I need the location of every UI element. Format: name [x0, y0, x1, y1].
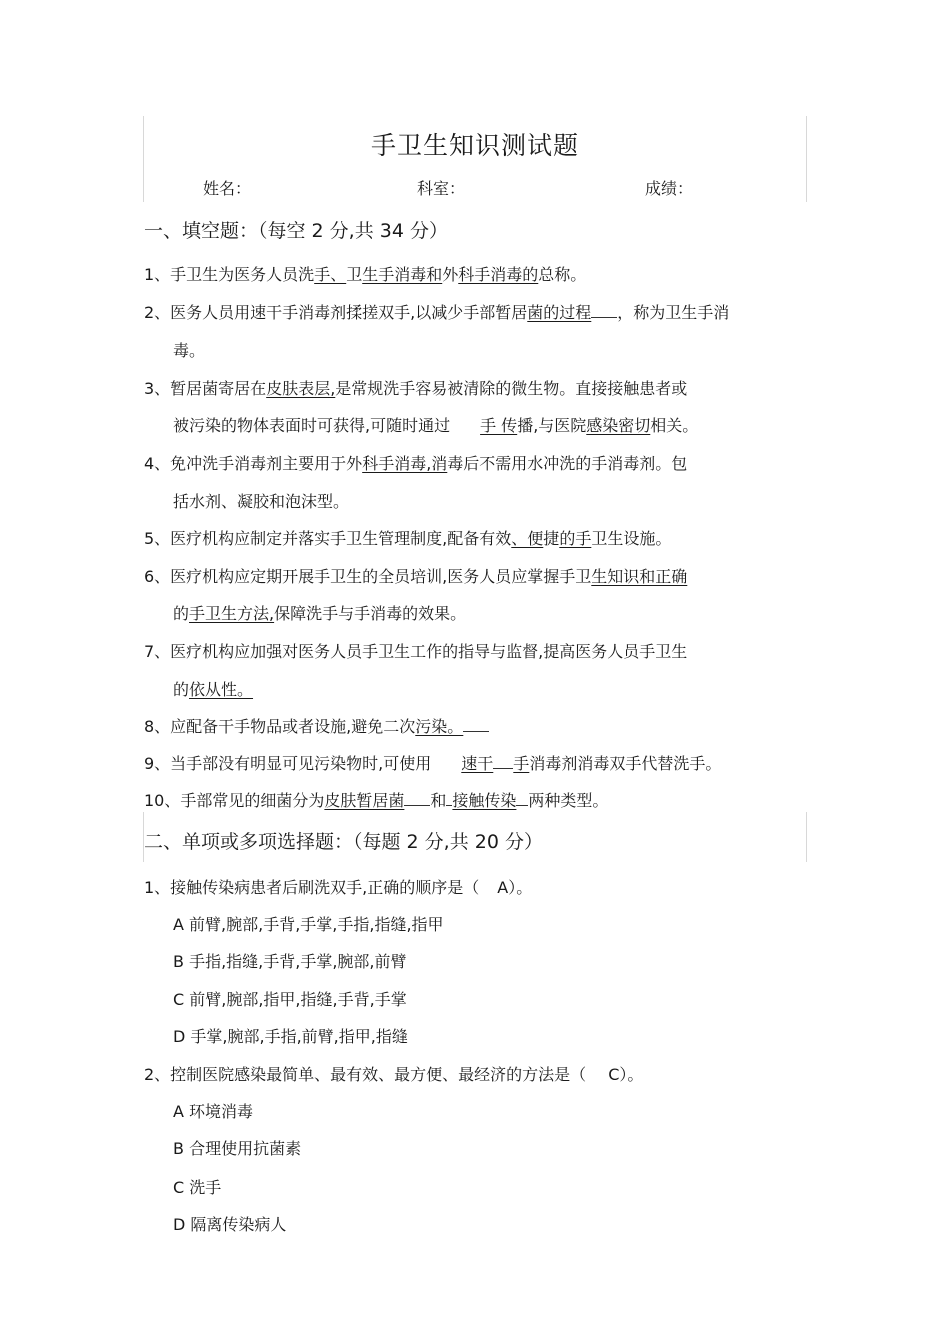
- answer-2: C: [608, 1065, 620, 1084]
- fill-question-6-cont: 的手卫生方法,保障洗手与手消毒的效果。: [173, 604, 467, 623]
- q2-option-a: A 环境消毒: [173, 1102, 254, 1121]
- fill-question-7-cont: 的依从性。: [173, 680, 254, 699]
- page-title: 手卫生知识测试题: [370, 131, 579, 160]
- fill-question-6: 6、医疗机构应定期开展手卫生的全员培训,医务人员应掌握手卫生知识和正确: [144, 567, 688, 586]
- q1-option-d: D 手掌,腕部,手指,前臂,指甲,指缝: [173, 1027, 408, 1046]
- fill-question-9: 9、当手部没有明显可见污染物时,可使用 速干 手消毒剂消毒双手代替洗手。: [144, 754, 722, 773]
- score-label: 成绩：: [645, 179, 694, 198]
- name-label: 姓名：: [203, 179, 252, 198]
- fill-question-4-cont: 括水剂、凝胶和泡沫型。: [173, 492, 350, 511]
- fill-question-3-cont: 被污染的物体表面时可获得,可随时通过 手 传播,与医院感染密切相关。: [173, 416, 699, 435]
- q1-option-b: B 手指,指缝,手背,手掌,腕部,前臂: [173, 952, 407, 971]
- department-label: 科室：: [417, 179, 466, 198]
- fill-question-5: 5、医疗机构应制定并落实手卫生管理制度,配备有效、便捷的手卫生设施。: [144, 529, 672, 548]
- fill-question-10: 10、手部常见的细菌分为皮肤暂居菌 和 接触传染 两种类型。: [144, 791, 609, 810]
- q2-option-c: C 洗手: [173, 1178, 222, 1197]
- q2-option-b: B 合理使用抗菌素: [173, 1139, 302, 1158]
- fill-question-4: 4、免冲洗手消毒剂主要用于外科手消毒,消毒后不需用水冲洗的手消毒剂。包: [144, 454, 688, 473]
- fill-question-2-cont: 毒。: [173, 341, 206, 360]
- choice-question-1: 1、接触传染病患者后刷洗双手,正确的顺序是（ A）。: [144, 878, 533, 897]
- choice-question-2: 2、控制医院感染最简单、最有效、最方便、最经济的方法是（ C）。: [144, 1065, 644, 1084]
- frame-line-right-mid: [806, 812, 807, 862]
- q1-option-c: C 前臂,腕部,指甲,指缝,手背,手掌: [173, 990, 407, 1009]
- fill-question-2: 2、医务人员用速干手消毒剂揉搓双手,以减少手部暂居菌的过程 ，称为卫生手消: [144, 303, 730, 322]
- fill-question-8: 8、应配备干手物品或者设施,避免二次污染。: [144, 714, 489, 737]
- fill-question-3: 3、暂居菌寄居在皮肤表层,是常规洗手容易被清除的微生物。直接接触患者或: [144, 379, 688, 398]
- fill-question-7: 7、医疗机构应加强对医务人员手卫生工作的指导与监督,提高医务人员手卫生: [144, 642, 688, 661]
- section1-heading: 一、填空题：（每空 2 分,共 34 分）: [144, 220, 448, 242]
- section2-heading: 二、单项或多项选择题：（每题 2 分,共 20 分）: [144, 831, 543, 853]
- q2-option-d: D 隔离传染病人: [173, 1215, 287, 1234]
- q1-option-a: A 前臂,腕部,手背,手掌,手指,指缝,指甲: [173, 915, 444, 934]
- fill-question-1: 1、手卫生为医务人员洗手、卫生手消毒和外科手消毒的总称。: [144, 265, 587, 284]
- answer-1: A: [497, 878, 509, 897]
